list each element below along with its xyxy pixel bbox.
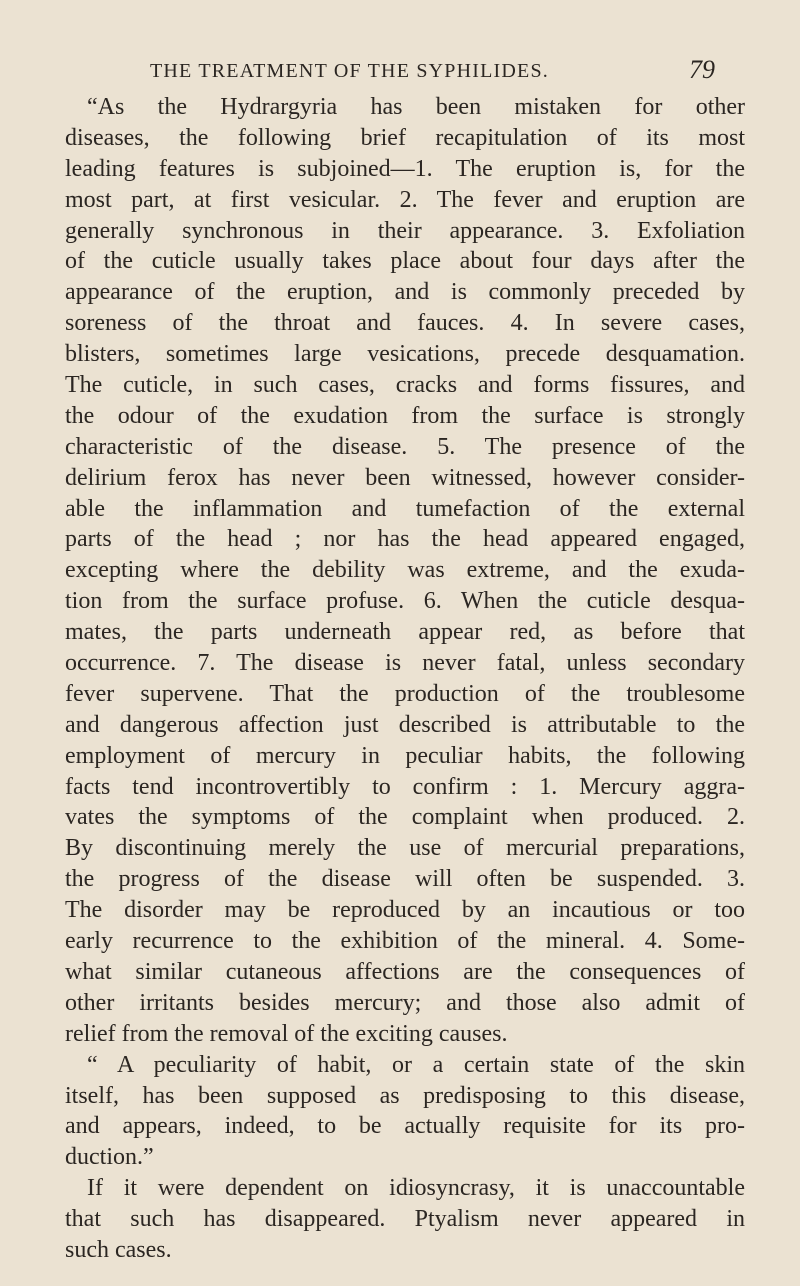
text-line: The cuticle, in such cases, cracks and forms fissures, and — [65, 372, 745, 399]
page-number: 79 — [689, 55, 715, 84]
text-line: “As the Hydrargyria has been mistaken for other — [87, 94, 745, 120]
text-line: leading features is subjoined—1. The eruption is, for the — [65, 155, 745, 182]
text-line: the progress of the disease will often be suspended. 3. — [65, 866, 745, 893]
text-line: “ A peculiarity of habit, or a certain state of the skin — [87, 1051, 745, 1078]
text-line: facts tend incontrovertibly to confirm : 1. Mercury aggra- — [65, 773, 745, 800]
text-line: employment of mercury in peculiar habits, the following — [65, 742, 745, 769]
text-line: fever supervene. That the production of the troublesome — [65, 680, 745, 707]
text-line: early recurrence to the exhibition of the mineral. 4. Some- — [65, 928, 745, 955]
text-line: occurrence. 7. The disease is never fatal, unless secondary — [65, 650, 745, 677]
text-line: the odour of the exudation from the surface is strongly — [65, 402, 745, 429]
text-line: of the cuticle usually takes place about four days after the — [65, 248, 745, 275]
text-line: that such has disappeared. Ptyalism never appeared in — [65, 1206, 745, 1233]
text-line: and dangerous affection just described is attributable to the — [65, 711, 745, 738]
text-line: The disorder may be reproduced by an incautious or too — [65, 897, 745, 924]
body-text — [65, 92, 745, 1266]
text-line: generally synchronous in their appearance. 3. Exfoliation — [65, 217, 745, 244]
text-line: able the inflammation and tumefaction of the external — [65, 495, 745, 522]
text-line: excepting where the debility was extreme, and the exuda- — [65, 557, 745, 584]
text-line: parts of the head ; nor has the head appeared engaged, — [65, 526, 745, 553]
text-line: relief from the removal of the exciting causes. — [65, 1020, 508, 1047]
running-head: THE TREATMENT OF THE SYPHILIDES. — [150, 60, 549, 82]
text-line: diseases, the following brief recapitulation of its most — [65, 124, 745, 151]
text-line: If it were dependent on idiosyncrasy, it is unaccountable — [87, 1175, 745, 1202]
text-line: vates the symptoms of the complaint when produced. 2. — [65, 804, 745, 831]
text-line: mates, the parts underneath appear red, as before that — [65, 619, 745, 646]
text-line: itself, has been supposed as predisposing to this disease, — [65, 1082, 745, 1109]
text-line: duction.” — [65, 1144, 154, 1171]
text-line: blisters, sometimes large vesications, precede desquamation. — [65, 341, 745, 368]
text-line: characteristic of the disease. 5. The presence of the — [65, 433, 745, 460]
text-line: such cases. — [65, 1236, 172, 1263]
text-line: tion from the surface profuse. 6. When the cuticle desqua- — [65, 588, 745, 615]
text-line: By discontinuing merely the use of mercurial preparations, — [65, 835, 745, 862]
text-line: soreness of the throat and fauces. 4. In severe cases, — [65, 310, 745, 337]
text-line: most part, at first vesicular. 2. The fever and eruption are — [65, 186, 745, 213]
text-line: what similar cutaneous affections are the consequences of — [65, 958, 745, 985]
text-line: delirium ferox has never been witnessed, however consider- — [65, 464, 745, 491]
text-line: appearance of the eruption, and is commonly preceded by — [65, 279, 745, 306]
text-line: other irritants besides mercury; and those also admit of — [65, 989, 745, 1016]
text-line: and appears, indeed, to be actually requisite for its pro- — [65, 1113, 745, 1140]
